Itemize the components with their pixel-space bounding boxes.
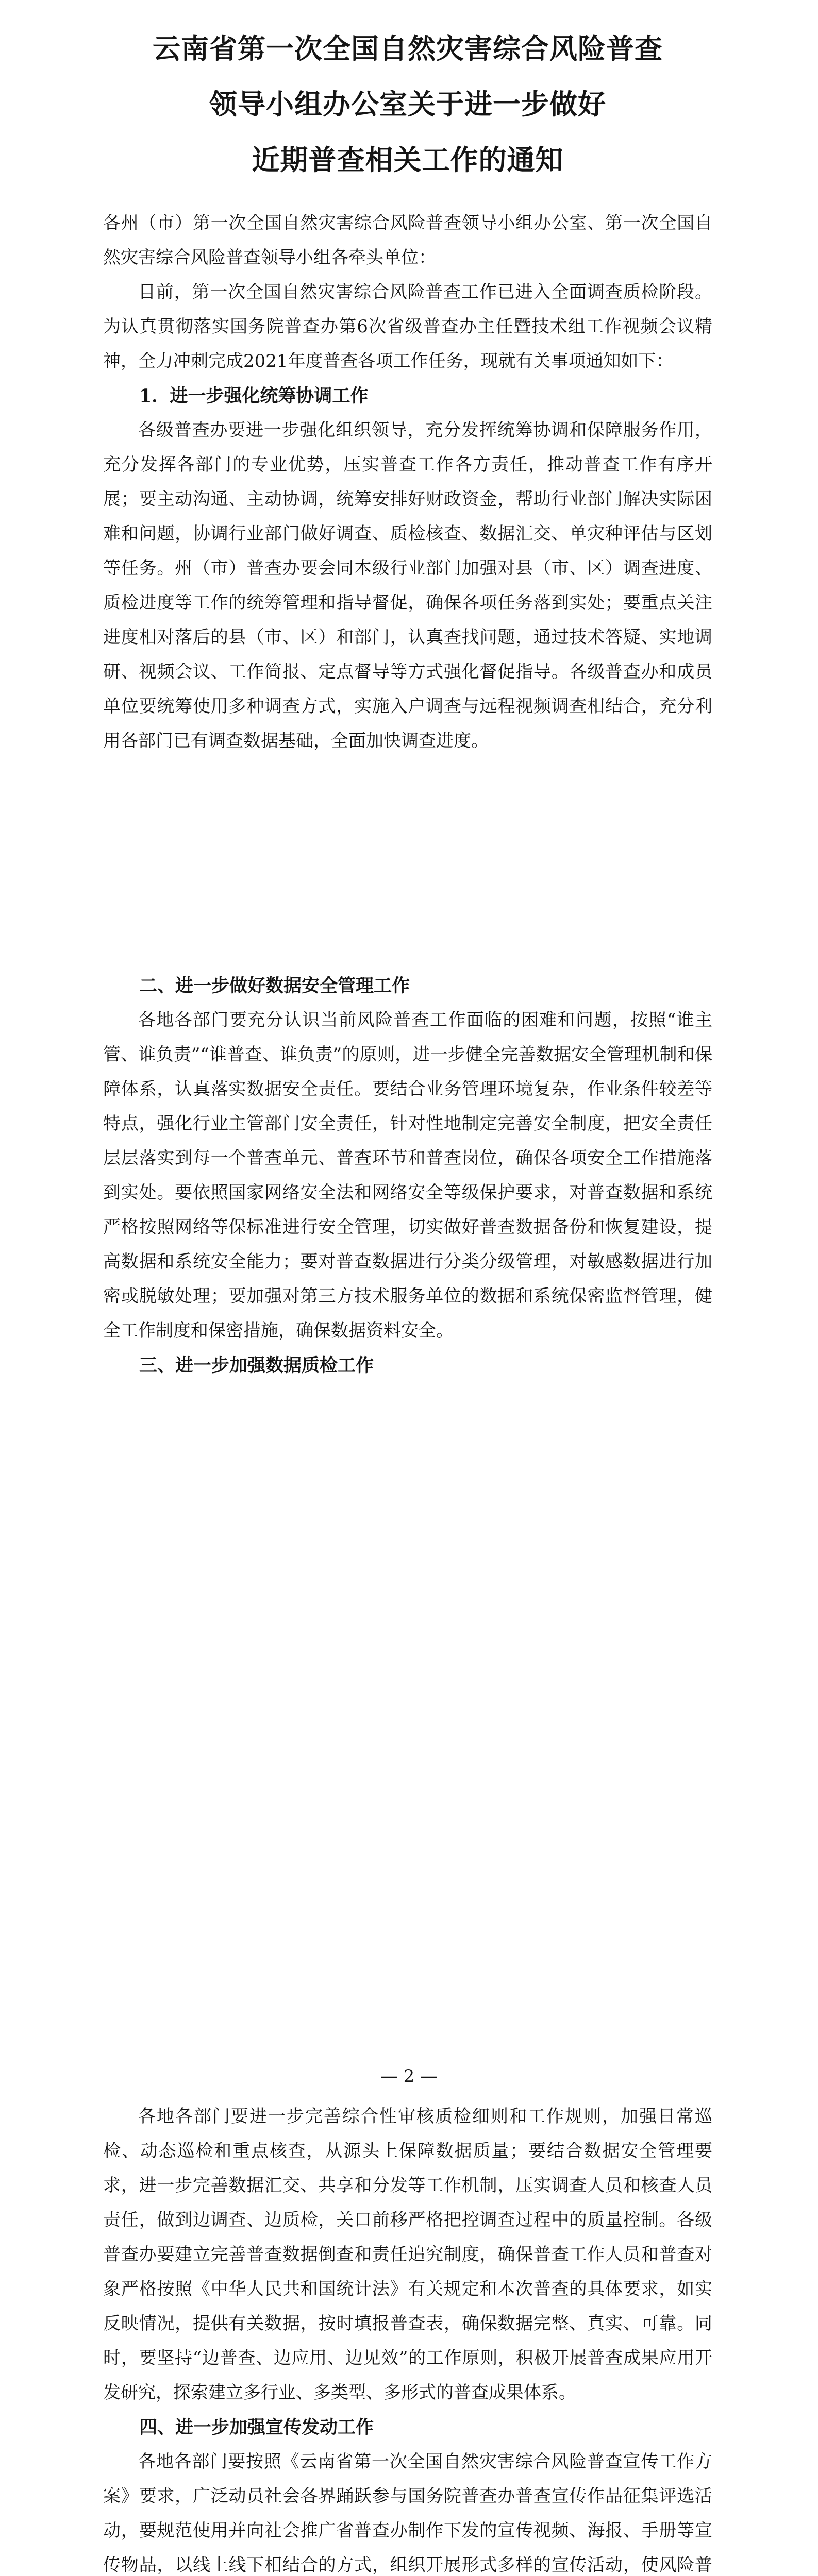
title-line-1: 云南省第一次全国自然灾害综合风险普查 xyxy=(153,32,663,65)
intro-paragraph: 目前，第一次全国自然灾害综合风险普查工作已进入全面调查质检阶段。为认真贯彻落实国务院普查办第6次省级普查办主任暨技术组工作视频会议精神，全力冲刺完成2021年度普查各项工作任务，现就有关事项通知如下： xyxy=(103,282,712,371)
document-title xyxy=(103,0,712,188)
section-2-heading: 二、进一步做好数据安全管理工作 xyxy=(139,975,410,996)
document-body-continued xyxy=(103,969,712,1383)
section-1-heading: 1．进一步强化统筹协调工作 xyxy=(139,385,369,406)
page-number: — 2 — xyxy=(380,2066,438,2087)
page-2 xyxy=(0,969,818,2099)
page-1 xyxy=(0,0,818,969)
document-body-continued xyxy=(103,2099,712,2576)
document-body xyxy=(103,206,712,758)
section-4-heading: 四、进一步加强宣传发动工作 xyxy=(139,2417,374,2438)
salutation: 各州（市）第一次全国自然灾害综合风险普查领导小组办公室、第一次全国自然灾害综合风险普查领导小组各牵头单位： xyxy=(103,213,712,268)
section-3-paragraph: 各地各部门要进一步完善综合性审核质检细则和工作规则，加强日常巡检、动态巡检和重点核查，从源头上保障数据质量；要结合数据安全管理要求，进一步完善数据汇交、共享和分发等工作机制，压实调查人员和核查人员责任，做到边调查、边质检，关口前移严格把控调查过程中的质量控制。各级普查办要建立完善普查数据倒查和责任追究制度，确保普查工作人员和普查对象严格按照《中华人民共和国统计法》有关规定和本次普查的具体要求，如实反映情况，提供有关数据，按时填报普查表，确保数据完整、真实、可靠。同时，要坚持“边普查、边应用、边见效”的工作原则，积极开展普查成果应用开发研究，探索建立多行业、多类型、多形式的普查成果体系。 xyxy=(103,2106,712,2403)
section-4-paragraph: 各地各部门要按照《云南省第一次全国自然灾害综合风险普查宣传工作方案》要求，广泛动员社会各界踊跃参与国务院普查办普查宣传作品征集评选活动，要规范使用并向社会推广省普查办制作下发的宣传视频、海报、手册等宣传物品，以线上线下相结合的方式，组织开展形式多样的宣传活动，使风险普 xyxy=(103,2451,712,2575)
section-1-paragraph: 各级普查办要进一步强化组织领导，充分发挥统筹协调和保障服务作用，充分发挥各部门的专业优势，压实普查工作各方责任，推动普查工作有序开展；要主动沟通、主动协调，统筹安排好财政资金，帮助行业部门解决实际困难和问题，协调行业部门做好调查、质检核查、数据汇交、单灾种评估与区划等任务。州（市）普查办要会同本级行业部门加强对县（市、区）调查进度、质检进度等工作的统筹管理和指导督促，确保各项任务落到实处；要重点关注进度相对落后的县（市、区）和部门，认真查找问题，通过技术答疑、实地调研、视频会议、工作简报、定点督导等方式强化督促指导。各级普查办和成员单位要统筹使用多种调查方式，实施入户调查与远程视频调查相结合，充分利用各部门已有调查数据基础，全面加快调查进度。 xyxy=(103,420,712,751)
page-3 xyxy=(0,2099,818,2576)
section-2-paragraph: 各地各部门要充分认识当前风险普查工作面临的困难和问题，按照“谁主管、谁负责”“谁普查、谁负责”的原则，进一步健全完善数据安全管理机制和保障体系，认真落实数据安全责任。要结合业务管理环境复杂，作业条件较差等特点，强化行业主管部门安全责任，针对性地制定完善安全制度，把安全责任层层落实到每一个普查单元、普查环节和普查岗位，确保各项安全工作措施落到实处。要依照国家网络安全法和网络安全等级保护要求，对普查数据和系统严格按照网络等保标准进行安全管理，切实做好普查数据备份和恢复建设，提高数据和系统安全能力；要对普查数据进行分类分级管理，对敏感数据进行加密或脱敏处理；要加强对第三方技术服务单位的数据和系统保密监督管理，健全工作制度和保密措施，确保数据资料安全。 xyxy=(103,1010,712,1341)
section-3-heading: 三、进一步加强数据质检工作 xyxy=(139,1355,374,1376)
title-line-2: 领导小组办公室关于进一步做好 xyxy=(209,88,606,121)
title-line-3: 近期普查相关工作的通知 xyxy=(252,143,564,176)
